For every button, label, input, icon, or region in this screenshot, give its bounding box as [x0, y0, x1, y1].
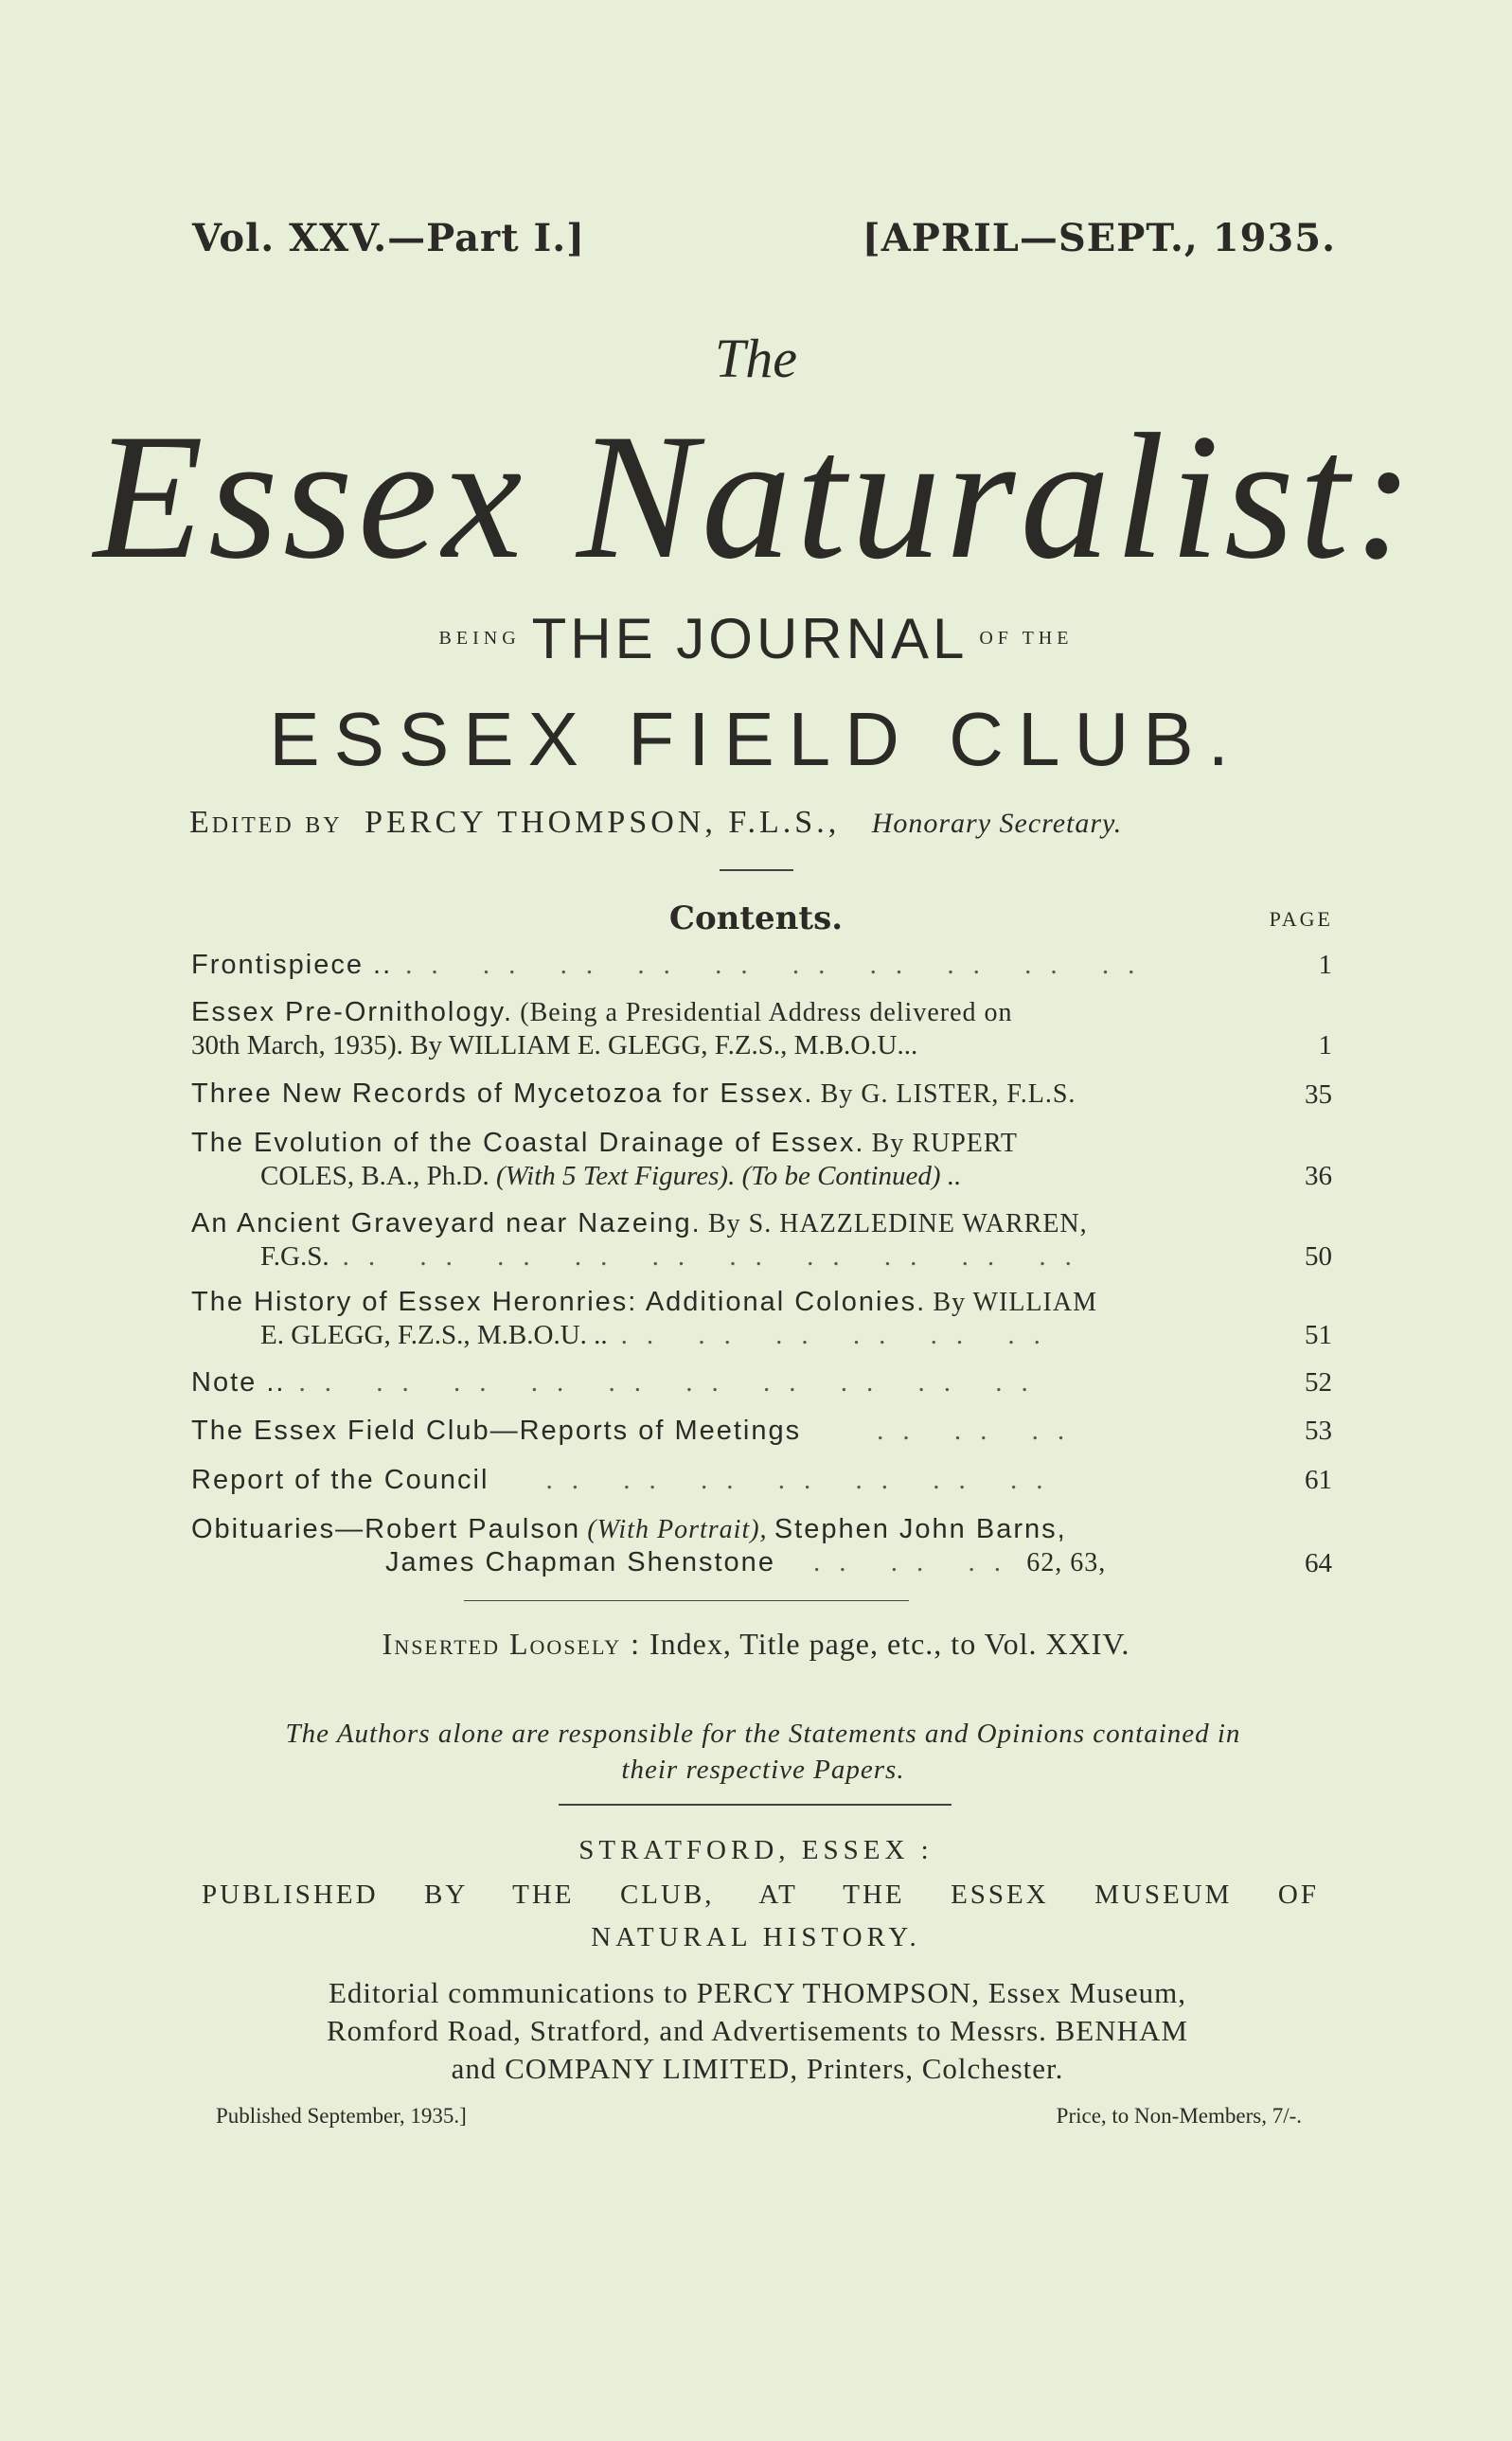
editorial-line: Romford Road, Stratford, and Advertisements to Messrs. BENHAM	[327, 2014, 1188, 2047]
toc-entry-pre-ornithology	[191, 996, 1332, 1061]
dot-leader: .. .. .. .. .. ..	[620, 1320, 1059, 1350]
editor-line	[189, 805, 1335, 841]
toc-title: The Essex Field Club—Reports of Meetings	[191, 1416, 802, 1446]
toc-title: Essex Pre-Ornithology.	[191, 997, 514, 1027]
dot-leader: .. .. .. .. .. .. .. .. .. ..	[342, 1241, 1091, 1272]
toc-page: 53	[1305, 1416, 1332, 1446]
of-the-label: OF THE	[979, 628, 1074, 649]
toc-page: 64	[1305, 1548, 1332, 1578]
toc-title: An Ancient Graveyard near Nazeing.	[191, 1208, 702, 1238]
toc-continuation: F.G.S.	[260, 1241, 329, 1272]
toc-figures-note: (With 5 Text Figures).	[495, 1161, 736, 1191]
natural-history-line: NATURAL HISTORY.	[591, 1922, 921, 1952]
dot-leader: .. .. .. .. .. .. ..	[545, 1465, 1062, 1495]
table-of-contents	[191, 947, 1332, 1581]
toc-continuation: James Chapman Shenstone	[385, 1547, 775, 1577]
toc-continuation: COLES, B.A., Ph.D.	[260, 1161, 489, 1191]
being-label: BEING	[438, 628, 521, 649]
toc-title-continued: Stephen John Barns,	[774, 1514, 1067, 1544]
toc-title: Three New Records of Mycetozoa for Essex.	[191, 1078, 814, 1109]
published-by-line: PUBLISHED BY THE CLUB, AT THE ESSEX MUSEUM OF	[202, 1880, 1319, 1910]
contents-heading: Contents.	[668, 900, 844, 937]
toc-pages-inline: 62, 63,	[1026, 1548, 1107, 1577]
toc-entry-mycetozoa	[191, 1078, 1332, 1111]
toc-title: The Evolution of the Coastal Drainage of Essex.	[191, 1128, 865, 1158]
toc-author: By G. LISTER, F.L.S.	[820, 1079, 1076, 1109]
toc-author: By WILLIAM	[933, 1288, 1097, 1317]
inserted-label: Inserted Loosely :	[382, 1627, 642, 1661]
editorial-line: Editorial communications to PERCY THOMPSON, Essex Museum,	[328, 1976, 1187, 2009]
publisher-place: STRATFORD, ESSEX :	[578, 1835, 934, 1865]
editorial-line: and COMPANY LIMITED, Printers, Colchester.	[451, 2052, 1064, 2085]
dot-leader: .. .. ..	[877, 1416, 1084, 1446]
price: Price, to Non-Members, 7/-.	[1056, 2104, 1302, 2128]
masthead-the: The	[715, 328, 797, 389]
divider-short	[720, 869, 793, 871]
toc-page: 50	[1305, 1241, 1332, 1272]
toc-title: Obituaries—Robert Paulson	[191, 1514, 581, 1544]
toc-author: By S. HAZZLEDINE WARREN,	[707, 1209, 1088, 1238]
editor-label: Edited by	[189, 805, 343, 840]
toc-entry-frontispiece	[191, 949, 1332, 981]
editorial-communications	[218, 1974, 1297, 2088]
disclaimer	[189, 1716, 1337, 1788]
editor-name: PERCY THOMPSON, F.L.S.,	[365, 805, 841, 840]
toc-title: Note ..	[191, 1367, 286, 1398]
dot-leader: .. .. .. .. .. .. .. .. .. ..	[405, 950, 1154, 980]
publication-date: Published September, 1935.]	[216, 2104, 467, 2128]
toc-portrait-note: (With Portrait),	[587, 1515, 768, 1544]
toc-entry-coastal-drainage	[191, 1127, 1332, 1192]
journal-label: THE JOURNAL	[531, 607, 969, 670]
toc-title: The History of Essex Heronries: Additional Colonies.	[191, 1287, 927, 1317]
editor-role: Honorary Secretary.	[871, 808, 1123, 839]
toc-entry-graveyard	[191, 1207, 1332, 1273]
issue-date: [APRIL—SEPT., 1935.	[862, 216, 1336, 260]
divider-contents-end	[464, 1600, 909, 1601]
toc-title: Report of the Council	[191, 1465, 489, 1495]
volume-part: Vol. XXV.—Part I.]	[192, 216, 586, 260]
club-name: ESSEX FIELD CLUB.	[269, 697, 1243, 781]
toc-page: 52	[1305, 1367, 1332, 1398]
disclaimer-line: their respective Papers.	[621, 1755, 905, 1785]
toc-entry-meetings	[191, 1415, 1332, 1447]
inserted-loosely	[0, 1627, 1512, 1662]
dot-leader: .. .. ..	[812, 1547, 1020, 1577]
toc-entry-heronries	[191, 1286, 1332, 1351]
toc-page: 61	[1305, 1465, 1332, 1495]
toc-entry-note	[191, 1366, 1332, 1399]
toc-continued-note: (To be Continued) ..	[741, 1161, 962, 1191]
page-column-label: PAGE	[1269, 907, 1333, 931]
toc-continuation: E. GLEGG, F.Z.S., M.B.O.U. ..	[260, 1320, 608, 1350]
toc-author: By RUPERT	[871, 1129, 1019, 1158]
toc-continuation: 30th March, 1935). By WILLIAM E. GLEGG, F.Z.S., M.B.O.U...	[191, 1030, 918, 1060]
inserted-text: Index, Title page, etc., to Vol. XXIV.	[649, 1627, 1130, 1661]
toc-page: 51	[1305, 1320, 1332, 1350]
masthead-title: Essex Naturalist:	[93, 398, 1419, 597]
toc-page: 1	[1318, 950, 1332, 980]
divider-publisher	[559, 1804, 952, 1806]
toc-page: 35	[1305, 1079, 1332, 1110]
toc-title: Frontispiece ..	[191, 950, 393, 980]
dot-leader: .. .. .. .. .. .. .. .. .. ..	[298, 1367, 1047, 1398]
toc-page: 36	[1305, 1161, 1332, 1191]
disclaimer-line: The Authors alone are responsible for the Statements and Opinions contained in	[285, 1719, 1241, 1749]
toc-entry-obituaries	[191, 1513, 1332, 1579]
toc-entry-council	[191, 1464, 1332, 1496]
subtitle-journal-line	[0, 606, 1512, 671]
toc-page: 1	[1318, 1030, 1332, 1060]
toc-note: (Being a Presidential Address delivered on	[520, 998, 1013, 1027]
